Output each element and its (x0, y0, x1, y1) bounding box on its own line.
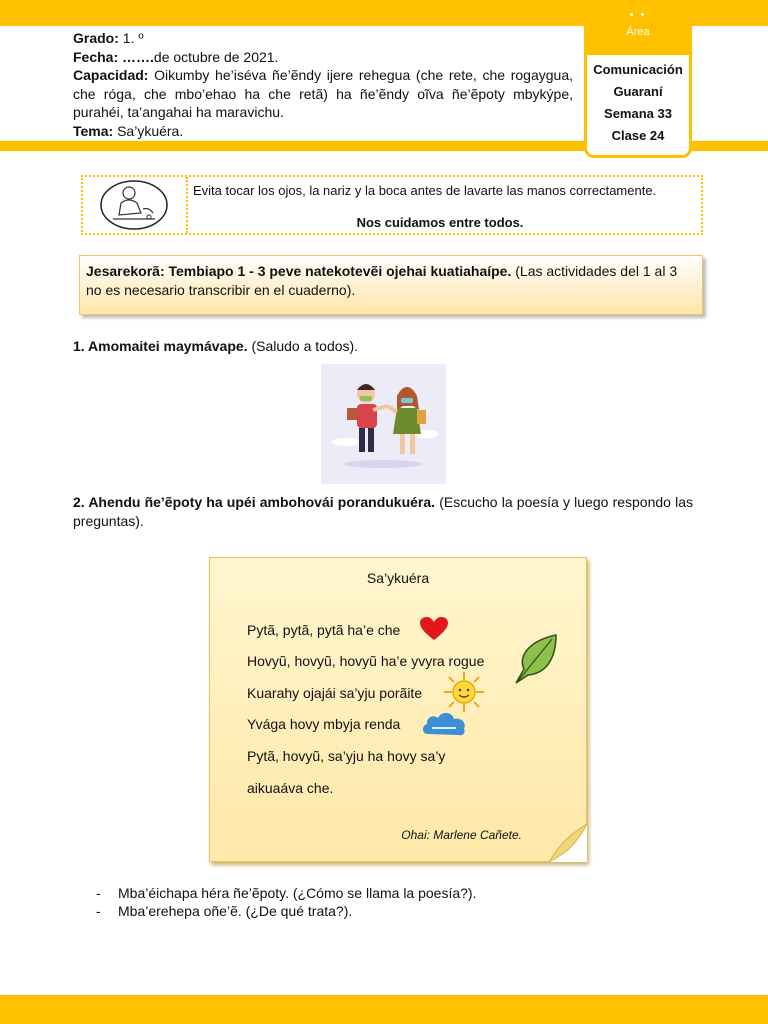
question-item (96, 884, 476, 902)
note-box (79, 255, 703, 315)
bullet-dash: - (96, 903, 101, 919)
poem-note (209, 557, 587, 862)
note-bold: Jesarekorã: Tembiapo 1 - 3 peve natekotevẽi ojehai kuatiahaípe. (86, 263, 512, 279)
activity-2 (73, 493, 693, 531)
poem-line: Yvága hovy mbyja renda (247, 716, 401, 732)
note-text: (Las actividades del 1 al 3 no es necesario transcribir en el cuaderno). (86, 263, 678, 298)
tema-row (73, 122, 573, 141)
activity-2-title: 2. Ahendu ñe’ẽpoty ha upéi ambohovái porandukuéra. (73, 494, 436, 510)
area-card-header (587, 3, 689, 55)
bullet-dash: - (96, 885, 101, 901)
area-subject-1: Comunicación (593, 62, 683, 77)
lesson-header (73, 29, 573, 140)
heart-icon (419, 616, 449, 642)
grado-value: 1. º (118, 30, 144, 46)
capacidad-label: Capacidad: (73, 67, 149, 83)
bottom-banner (0, 995, 768, 1024)
activity-2-note: (Escucho la poesía y luego respondo las preguntas). (73, 494, 694, 529)
area-label: Área (626, 26, 650, 38)
area-week: Semana 33 (604, 106, 672, 121)
poem-line: aikuaáva che. (247, 780, 334, 796)
fecha-value: de octubre de 2021. (153, 48, 279, 65)
sun-icon (442, 672, 486, 712)
hygiene-tip-box (81, 175, 703, 235)
area-dots: • • (629, 9, 647, 21)
poem-author: Ohai: Marlene Cañete. (401, 828, 522, 842)
activity-1-note: (Saludo a todos). (247, 338, 359, 354)
tema-label: Tema: (73, 122, 114, 139)
fecha-label: Fecha: ……. (73, 48, 154, 65)
handwashing-icon (99, 179, 169, 231)
cloud-icon (420, 708, 468, 738)
fecha-row (73, 48, 573, 67)
question-text: Mba’erehepa oñe’ẽ. (¿De qué trata?). (118, 903, 353, 919)
capacidad-value: Oikumby he’iséva ñe’ẽndy ijere rehegua (che rete, che rogaygua, che róga, che mbo’ehao ha che retã) ha ñe’ẽndy oĩva ñe’ẽpoty mbykýpe, purahéi, ta’angahai ha maravichu. (73, 67, 573, 120)
poem-line: Pytã, pytã, pytã ha’e che (247, 622, 401, 638)
activity-1-title: 1. Amomaitei maymávape. (73, 338, 248, 354)
capacidad-row (73, 66, 573, 122)
tip-slogan: Nos cuidamos entre todos. (356, 215, 524, 230)
question-item (96, 902, 476, 920)
grado-row (73, 29, 573, 48)
tema-value: Sa’ykuéra. (113, 122, 184, 139)
children-illustration-art (321, 364, 446, 484)
poem-line: Kuarahy ojajái sa’yju porãite (247, 685, 423, 701)
tip-divider (186, 177, 188, 233)
activity-1 (73, 338, 358, 354)
children-greeting-illustration (321, 364, 446, 484)
area-card (584, 0, 692, 158)
question-text: Mba’éichapa héra ñe’ẽpoty. (¿Cómo se llama la poesía?). (118, 885, 477, 901)
question-list (96, 884, 476, 920)
poem-line: Hovyũ, hovyũ, hovyũ ha’e yvyra rogue (247, 653, 485, 669)
grado-label: Grado: (73, 30, 119, 46)
page-curl (541, 824, 587, 862)
area-class: Clase 24 (611, 128, 665, 143)
poem-title: Sa’ykuéra (366, 570, 430, 586)
poem-line: Pytã, hovyũ, sa’yju ha hovy sa’y (247, 748, 446, 764)
area-subject-2: Guaraní (613, 84, 663, 99)
leaf-icon (512, 633, 560, 685)
tip-text: Evita tocar los ojos, la nariz y la boca antes de lavarte las manos correctamente. (193, 183, 657, 198)
